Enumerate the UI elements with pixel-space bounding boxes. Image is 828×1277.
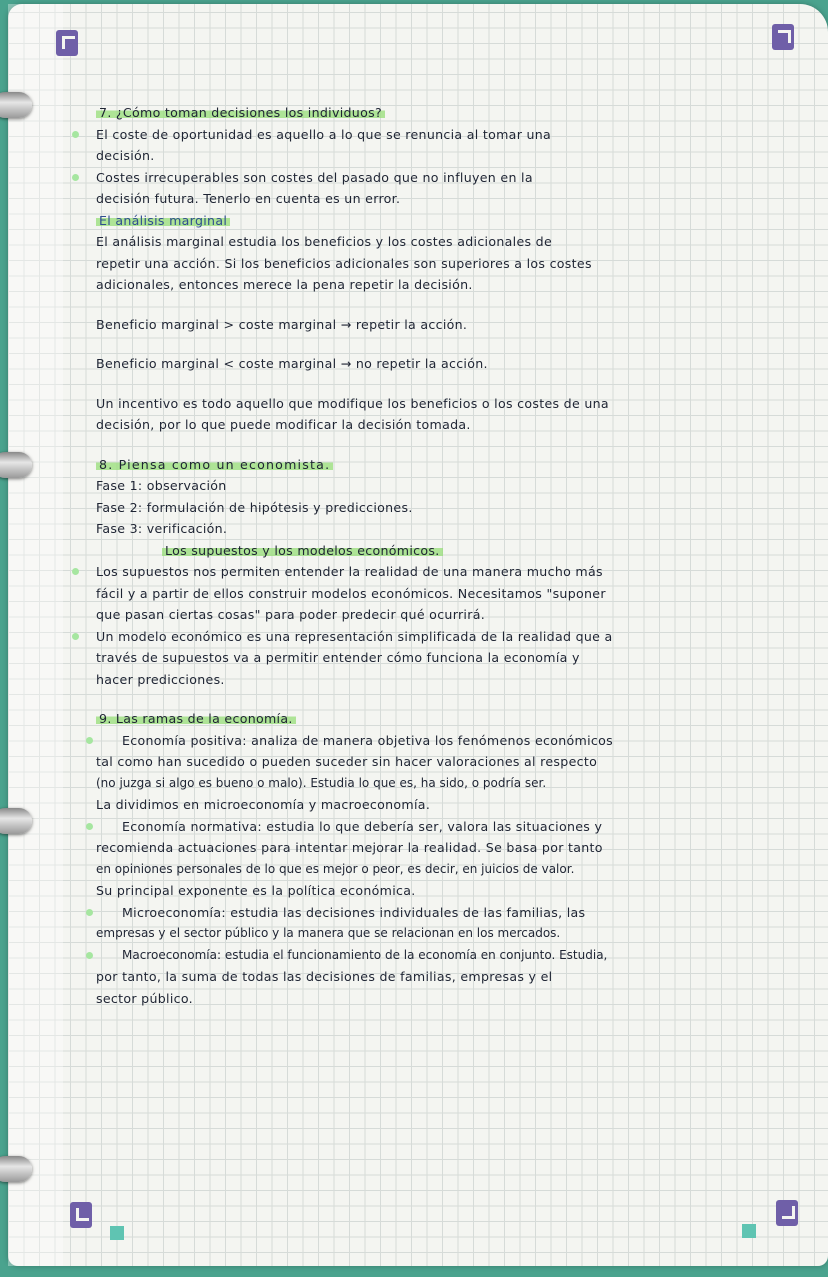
phase-line: Fase 1: observación [96, 478, 227, 493]
section-title: 7. ¿Cómo toman decisiones los individuos? [96, 102, 808, 124]
binder-ring-icon [0, 452, 32, 478]
paragraph-line: Costes irrecuperables son costes del pasado que no influyen en la [96, 167, 808, 189]
paragraph-line: través de supuestos va a permitir entender cómo funciona la economía y [96, 650, 580, 665]
paragraph-line: Economía positiva: analiza de manera objetiva los fenómenos económicos [96, 730, 808, 752]
mint-square [742, 1224, 756, 1238]
paragraph-line: por tanto, la suma de todas las decisiones de familias, empresas y el [96, 969, 553, 984]
corner-mark-icon [70, 1202, 92, 1228]
paragraph-line: Los supuestos nos permiten entender la realidad de una manera mucho más [96, 561, 808, 583]
subsection-title: El análisis marginal [96, 210, 808, 232]
paragraph-line: tal como han sucedido o pueden suceder sin hacer valoraciones al respecto [96, 754, 598, 769]
paragraph-line: hacer predicciones. [96, 671, 225, 687]
section-title: 9. Las ramas de la economía. [96, 708, 808, 730]
paragraph-line: en opiniones personales de lo que es mejor o peor, es decir, en juicios de valor. [96, 861, 575, 876]
binder-ring-icon [0, 1156, 32, 1182]
bullet-icon [72, 174, 79, 181]
paragraph-line: Un incentivo es todo aquello que modifique los beneficios o los costes de una [96, 395, 609, 411]
paragraph-line: El coste de oportunidad es aquello a lo que se renuncia al tomar una [96, 124, 808, 146]
paragraph-line: Su principal exponente es la política económica. [96, 883, 416, 898]
paragraph-line: Microeconomía: estudia las decisiones individuales de las familias, las [96, 902, 808, 924]
bullet-icon [86, 909, 93, 916]
paragraph-line: Macroeconomía: estudia el funcionamiento de la economía en conjunto. Estudia, [96, 945, 808, 967]
paragraph-line: (no juzga si algo es bueno o malo). Estudia lo que es, ha sido, o podría ser. [96, 775, 547, 790]
paragraph-line: decisión. [96, 148, 155, 163]
phase-line: Fase 3: verificación. [96, 521, 228, 536]
rule-line: Beneficio marginal < coste marginal → no repetir la acción. [96, 356, 488, 371]
paragraph-line: fácil y a partir de ellos construir modelos económicos. Necesitamos "suponer [96, 585, 606, 601]
bullet-icon [86, 952, 93, 959]
corner-mark-icon [56, 30, 78, 56]
bullet-icon [72, 131, 79, 138]
binder-ring-icon [0, 808, 32, 834]
paragraph-line: empresas y el sector público y la manera que se relacionan en los mercados. [96, 926, 561, 940]
paragraph-line: sector público. [96, 990, 193, 1006]
paragraph-line: que pasan ciertas cosas" para poder predecir qué ocurrirá. [96, 607, 486, 622]
paragraph-line: Un modelo económico es una representación simplificada de la realidad que a [96, 626, 808, 648]
paragraph-line: decisión, por lo que puede modificar la decisión tomada. [96, 417, 471, 432]
mint-square [110, 1226, 124, 1240]
paragraph-line: El análisis marginal estudia los beneficios y los costes adicionales de [96, 234, 552, 249]
bullet-icon [86, 737, 93, 744]
paragraph-line: recomienda actuaciones para intentar mejorar la realidad. Se basa por tanto [96, 840, 603, 855]
phase-line: Fase 2: formulación de hipótesis y predicciones. [96, 499, 413, 515]
paragraph-line: repetir una acción. Si los beneficios adicionales son superiores a los costes [96, 255, 592, 271]
bullet-icon [72, 633, 79, 640]
section-title: 8. Piensa como un economista. [96, 454, 808, 476]
paragraph-line: La dividimos en microeconomía y macroeconomía. [96, 797, 431, 812]
page-margin [8, 4, 63, 1266]
binder-ring-icon [0, 92, 32, 118]
bullet-icon [86, 823, 93, 830]
notebook-page [8, 4, 828, 1266]
paragraph-line: decisión futura. Tenerlo en cuenta es un error. [96, 191, 401, 206]
corner-mark-icon [776, 1200, 798, 1226]
paragraph-line: adicionales, entonces merece la pena repetir la decisión. [96, 277, 473, 292]
rule-line: Beneficio marginal > coste marginal → repetir la acción. [96, 316, 468, 332]
paragraph-line: Economía normativa: estudia lo que debería ser, valora las situaciones y [96, 816, 808, 838]
subsection-title: Los supuestos y los modelos económicos. [96, 540, 808, 562]
bullet-icon [72, 568, 79, 575]
notes-content [96, 102, 808, 1009]
corner-mark-icon [772, 24, 794, 50]
